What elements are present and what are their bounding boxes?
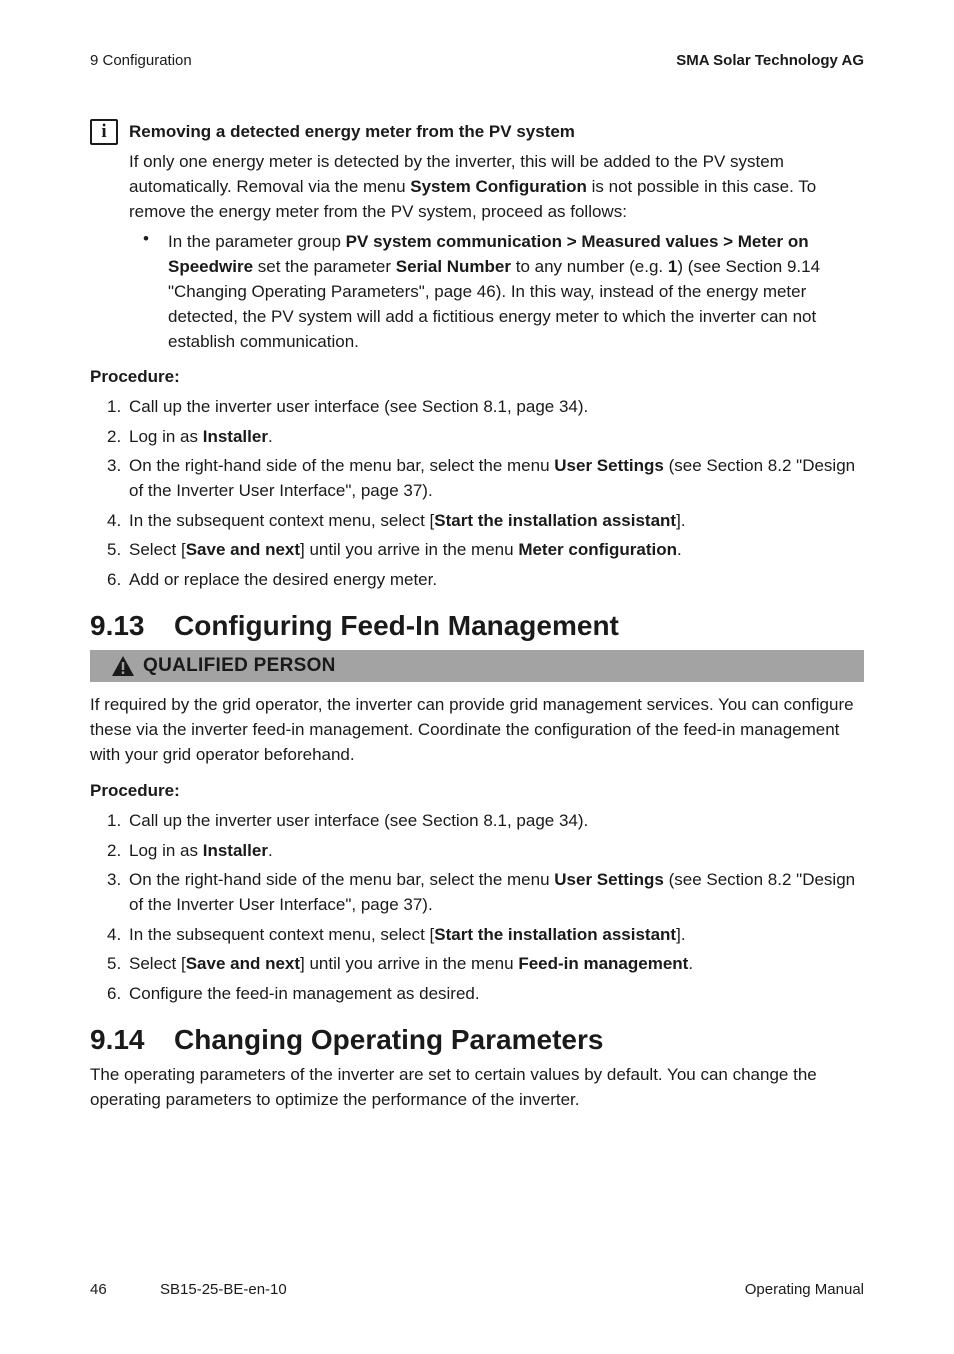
footer-doc-type: Operating Manual	[744, 1281, 864, 1298]
procedure-steps	[90, 394, 864, 597]
procedure-step: 4. In the subsequent context menu, select [Start the installation assistant].	[107, 924, 686, 944]
procedure-step: 2. Log in as Installer.	[107, 840, 273, 860]
procedure-step: 5. Select [Save and next] until you arrive in the menu Feed-in management.	[107, 954, 694, 974]
procedure-step: 6. Configure the feed-in management as desired.	[107, 983, 480, 1003]
procedure-step: 1. Call up the inverter user interface (see Section 8.1, page 34).	[107, 811, 589, 830]
section-9-13-intro: If required by the grid operator, the inverter can provide grid management services. You can configure these via the inverter feed-in management. Coordinate the configuration of the feed-in management with your grid operator beforehand.	[90, 695, 854, 764]
warning-icon	[111, 655, 135, 677]
note-bullet-text: In the parameter group PV system communication > Measured values > Meter on Speedwire set the parameter Serial Number to any number (e.g. 1) (see Section 9.14 "Changing Operating Parameters", page 46). In this way, instead of the energy meter detected, the PV system will add a fictitious energy meter to which the inverter can not establish communication.	[168, 232, 821, 351]
procedure-step: 3. On the right-hand side of the menu bar, select the menu User Settings (see Section 8.2 "Design of the Inverter User Interface", page 37).	[107, 456, 856, 501]
section-9-14-intro: The operating parameters of the inverter are set to certain values by default. You can change the operating parameters to optimize the performance of the inverter.	[90, 1065, 817, 1109]
procedure-step: 6. Add or replace the desired energy meter.	[107, 569, 438, 589]
footer-page-number: 46	[90, 1281, 107, 1298]
procedure-label: Procedure:	[90, 367, 180, 386]
procedure-steps	[90, 808, 864, 1011]
note-text: If only one energy meter is detected by the inverter, this will be added to the PV system automatically. Removal via the menu System Configuration is not possible in this case. To remove the energy meter from the PV system, proceed as follows:	[129, 152, 817, 221]
procedure-step: 2. Log in as Installer.	[107, 426, 273, 446]
qualified-person-label: QUALIFIED PERSON	[143, 655, 336, 676]
bullet-icon: •	[143, 229, 149, 248]
footer-doc-code: SB15-25-BE-en-10	[160, 1281, 287, 1298]
header-chapter: 9 Configuration	[90, 52, 192, 69]
procedure-step: 1. Call up the inverter user interface (see Section 8.1, page 34).	[107, 397, 589, 416]
procedure-step: 3. On the right-hand side of the menu bar, select the menu User Settings (see Section 8.2 "Design of the Inverter User Interface", page 37).	[107, 870, 856, 915]
procedure-step: 5. Select [Save and next] until you arrive in the menu Meter configuration.	[107, 540, 682, 560]
header-company: SMA Solar Technology AG	[676, 52, 864, 69]
section-heading-9-14: 9.14 Changing Operating Parameters	[90, 1024, 604, 1055]
procedure-step: 4. In the subsequent context menu, select [Start the installation assistant].	[107, 510, 686, 530]
qualified-person-banner	[90, 650, 864, 682]
section-heading-9-13: 9.13 Configuring Feed-In Management	[90, 610, 619, 641]
info-icon: i	[90, 119, 118, 145]
procedure-label: Procedure:	[90, 781, 180, 800]
note-title: Removing a detected energy meter from the PV system	[129, 122, 575, 141]
